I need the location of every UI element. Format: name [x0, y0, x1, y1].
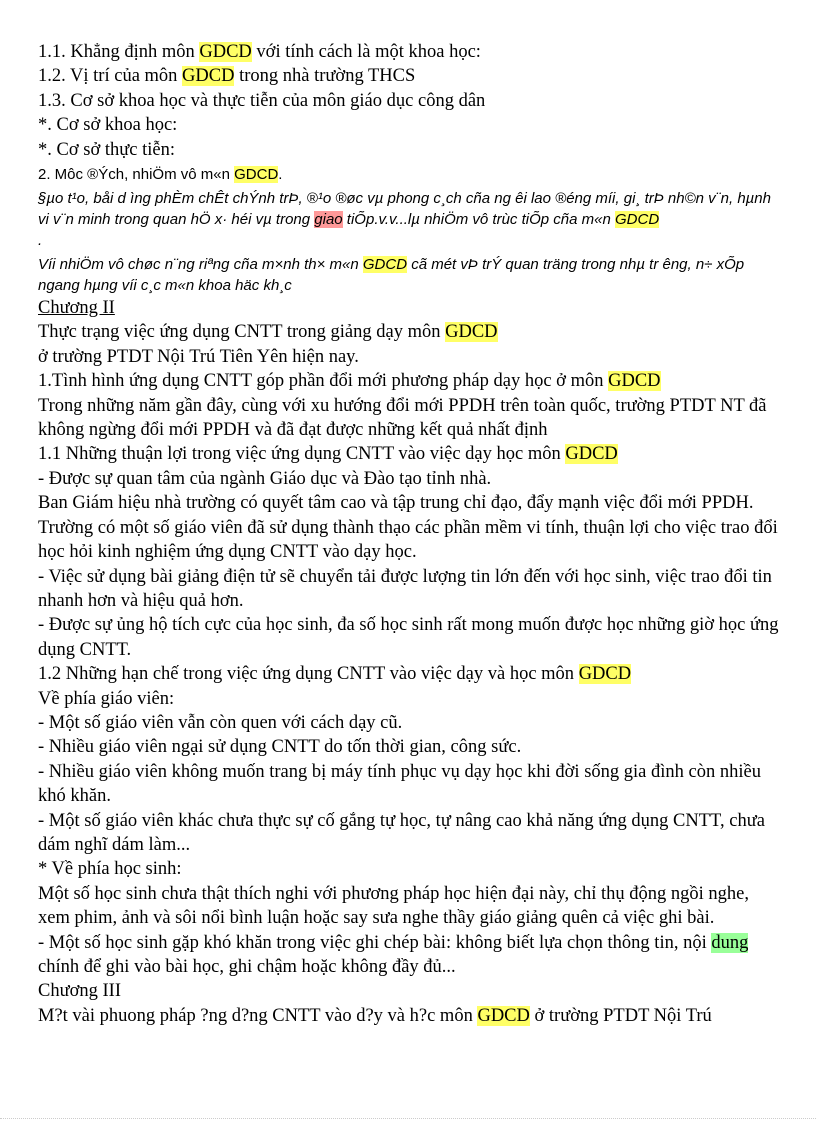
text: ở trường PTDT Nội Trú [529, 1005, 712, 1026]
text: 1.2. Vị trí của môn [38, 66, 183, 87]
highlight-gdcd: GDCD [199, 42, 252, 62]
text: M?t vài phuong pháp ?ng d?ng CNTT vào d?y và h?c môn [38, 1005, 478, 1026]
chapter-2-title [38, 320, 783, 344]
text: trong nhà trường THCS [234, 66, 416, 87]
section-1-1-para: Ban Giám hiệu nhà trường có quyết tâm cao và tập trung chỉ đạo, đẩy mạnh việc đổi mới PPDH. [38, 493, 754, 514]
text: 1.Tình hình ứng dụng CNTT góp phần đổi mới phương pháp dạy học ở môn [38, 371, 609, 392]
section-1-2-para: - Nhiều giáo viên không muốn trang bị máy tính phục vụ dạy học khi đời sống gia đình còn nhiều khó khăn. [38, 761, 761, 807]
section-1-heading [38, 369, 783, 393]
highlight-red: giao [314, 211, 343, 229]
highlight-gdcd: GDCD [565, 444, 618, 465]
text: chính để ghi vào bài học, ghi chậm hoặc không đầy đủ... [38, 957, 456, 977]
highlight-green: dung [711, 932, 749, 953]
highlight-gdcd: GDCD [608, 371, 661, 392]
highlight-gdcd: GDCD [445, 322, 498, 343]
outline-sub-practice: *. Cơ sở thực tiễn: [38, 139, 175, 160]
highlight-gdcd: GDCD [362, 256, 408, 274]
outline-sub-science: *. Cơ sở khoa học: [38, 115, 178, 136]
outline-item-1-2 [38, 64, 783, 88]
text: Thực trạng việc ứng dụng CNTT trong giảng dạy môn [38, 322, 446, 343]
highlight-gdcd: GDCD [234, 166, 279, 184]
highlight-gdcd: GDCD [614, 211, 660, 229]
garbled-paragraph-1 [38, 188, 783, 251]
text: cã mét vÞ trÝ quan träng trong nhµ tr êng, n÷ xÕp ngang hµng víi c¸c m«n khoa häc kh¸c [38, 256, 745, 295]
section-1-body: Trong những năm gần đây, cùng với xu hướng đổi mới PPDH trên toàn quốc, trường PTDT NT đã không ngừng đổi mới PPDH và đã đạt được những kết quả nhất định [38, 395, 767, 441]
text: . [278, 166, 283, 184]
section-1-2-para: - Một số giáo viên vẫn còn quen với cách dạy cũ. [38, 712, 403, 733]
section-1-2-para: Một số học sinh chưa thật thích nghi với phương pháp học hiện đại này, chỉ thụ động ngồi nghe, xem phim, ảnh và sôi nổi bình luận hoặc say sưa nghe thầy giáo giảng quên cả việc ghi bài. [38, 883, 749, 929]
chapter-3-heading: Chương III [38, 981, 122, 1002]
text: 1.1 Những thuận lợi trong việc ứng dụng CNTT vào việc dạy học môn [38, 444, 566, 465]
text: 2. Môc ®Ých, nhiÖm vô m«n [38, 166, 235, 184]
highlight-gdcd: GDCD [578, 664, 632, 685]
section-1-2-para [38, 931, 783, 980]
section-1-2-heading [38, 662, 783, 686]
section-1-1-para: Trường có một số giáo viên đã sử dụng thành thạo các phần mềm vi tính, thuận lợi cho việc trao đổi học hỏi kinh nghiệm ứng dụng CNTT vào dạy học. [38, 517, 778, 563]
student-side-heading: * Về phía học sinh: [38, 859, 182, 880]
section-1-2-para: - Một số giáo viên khác chưa thực sự cố gắng tự học, tự nâng cao khả năng ứng dụng CNTT, chưa dám nghĩ dám làm... [38, 810, 765, 855]
chapter-2-title-cont: ở trường PTDT Nội Trú Tiên Yên hiện nay. [38, 346, 359, 367]
section-1-1-heading [38, 442, 783, 466]
outline-item-1-3: 1.3. Cơ sở khoa học và thực tiễn của môn giáo dục công dân [38, 90, 486, 111]
garbled-heading [38, 164, 783, 185]
teacher-side-heading: Về phía giáo viên: [38, 688, 175, 709]
document-page [38, 40, 783, 1028]
text: với tính cách là một khoa học: [251, 42, 481, 62]
text: . [38, 232, 43, 250]
section-1-1-para: - Được sự ủng hộ tích cực của học sinh, đa số học sinh rất mong muốn được học những giờ học ứng dụng CNTT. [38, 615, 779, 660]
text: - Một số học sinh gặp khó khăn trong việc ghi chép bài: không biết lựa chọn thông tin, nội [38, 932, 712, 953]
section-1-1-para: - Được sự quan tâm của ngành Giáo dục và Đào tạo tỉnh nhà. [38, 468, 492, 489]
section-1-2-para: - Nhiều giáo viên ngại sử dụng CNTT do tốn thời gian, công sức. [38, 737, 522, 758]
highlight-gdcd: GDCD [477, 1005, 530, 1026]
section-1-1-para: - Việc sử dụng bài giảng điện tử sẽ chuyển tải được lượng tin lớn đến với học sinh, việc trao đổi tin nhanh hơn và hiệu quả hơn. [38, 566, 772, 611]
highlight-gdcd: GDCD [182, 66, 235, 87]
text: 1.2 Những hạn chế trong việc ứng dụng CNTT vào việc dạy và học môn [38, 664, 579, 685]
text: tiÕp.v.v...lµ nhiÖm vô trùc tiÕp cña m«n [342, 211, 615, 229]
text: Víi nhiÖm vô chøc n¨ng riªng cña m×nh th× m«n [38, 256, 363, 274]
chapter-3-title [38, 1004, 783, 1028]
outline-item-1-1 [38, 40, 783, 64]
text: §µo t¹o, båi d ìng phÈm chÊt chÝnh trÞ, ®¹o ®øc vµ phong c¸ch cña ng êi lao ®éng míi, gi¸ trÞ nh©n v¨n, hµnh vi v¨n minh trong quan hÖ x· héi vµ trong [38, 190, 771, 229]
page-bottom-rule [0, 1118, 816, 1119]
garbled-paragraph-2 [38, 254, 783, 296]
text: 1.1. Khẳng định môn [38, 42, 200, 62]
chapter-2-heading: Chương II [38, 298, 115, 319]
